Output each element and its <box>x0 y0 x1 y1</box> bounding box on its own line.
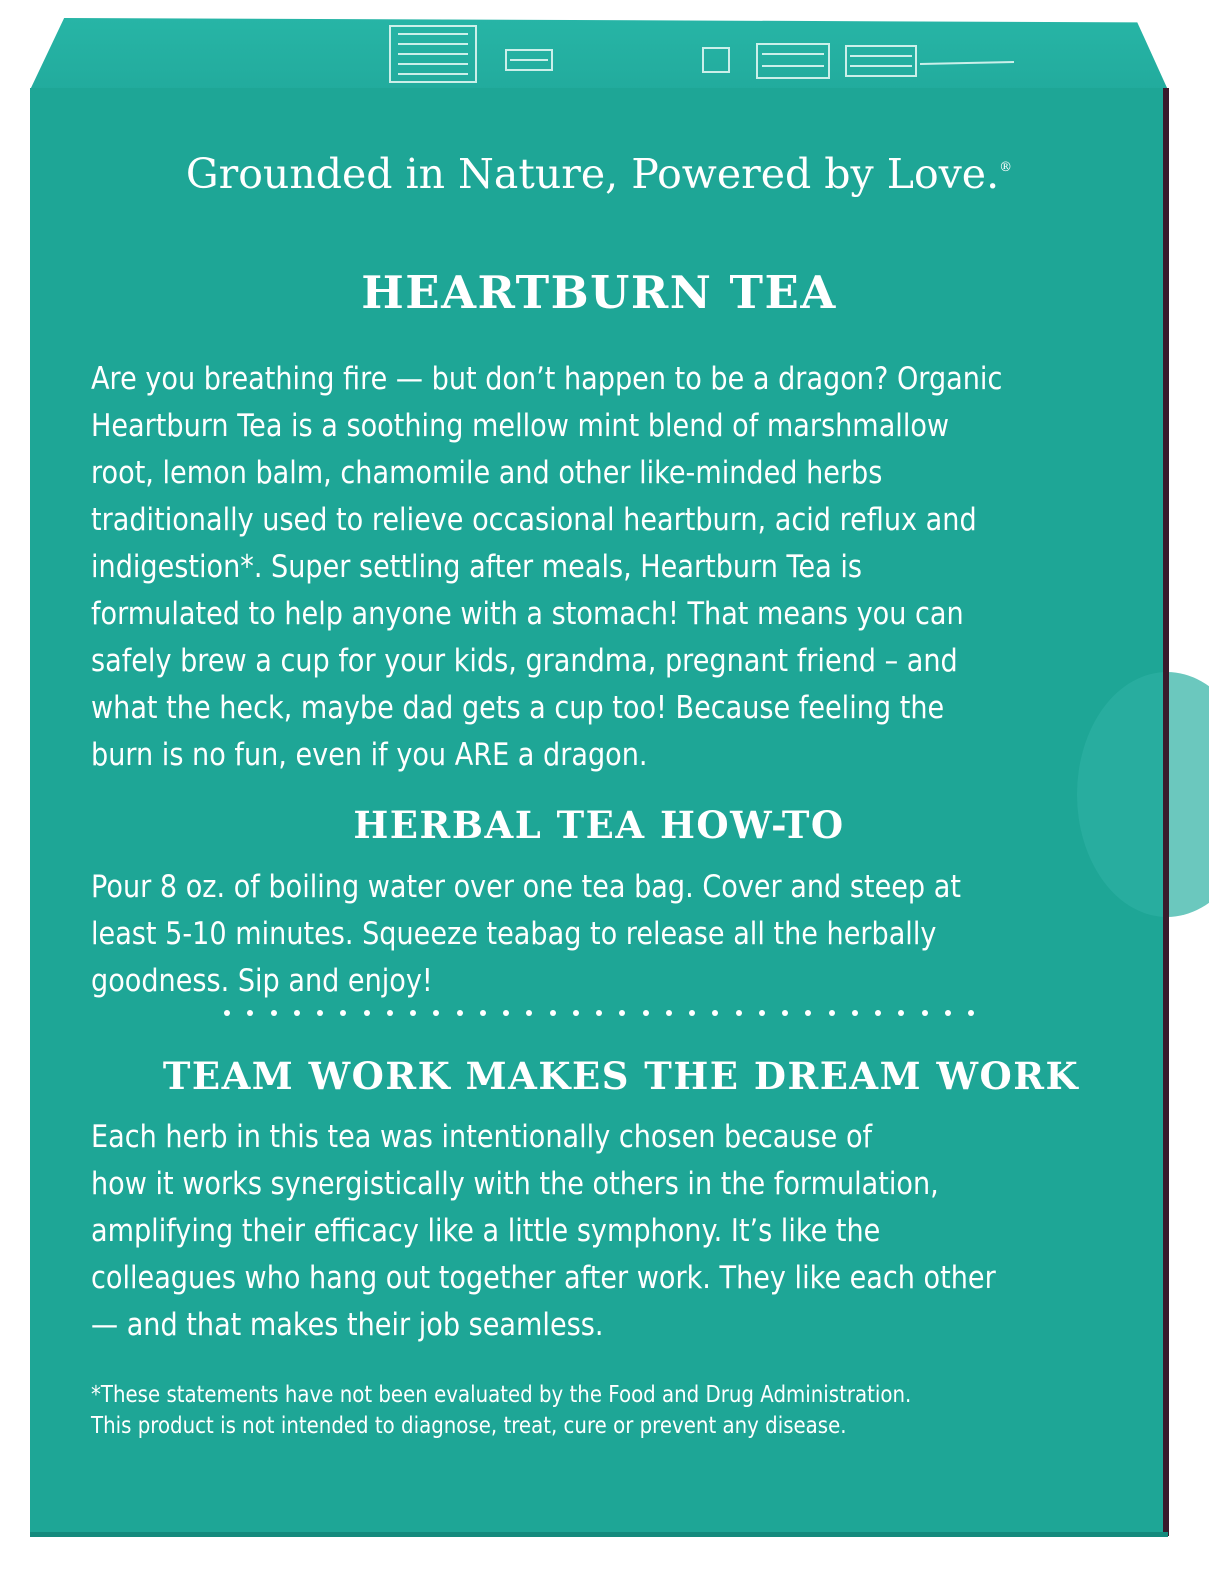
body-line: least 5-10 minutes. Squeeze teabag to release all the herbally <box>91 916 937 952</box>
section-heading-team-work: TEAM WORK MAKES THE DREAM WORK <box>162 1054 1080 1098</box>
section-body-heartburn-tea <box>91 356 1166 779</box>
body-line: Heartburn Tea is a soothing mellow mint blend of marshmallow <box>91 408 950 444</box>
body-line: traditionally used to relieve occasional heartburn, acid reflux and <box>91 502 977 538</box>
body-line: Pour 8 oz. of boiling water over one tea bag. Cover and steep at <box>91 869 961 905</box>
brand-tagline: Grounded in Nature, Powered by Love.® <box>185 150 1013 198</box>
body-line: amplifying their efficacy like a little symphony. It’s like the <box>91 1213 881 1249</box>
disclaimer-line: This product is not intended to diagnose, treat, cure or prevent any disease. <box>91 1413 847 1439</box>
body-line: — and that makes their job seamless. <box>91 1307 604 1343</box>
body-line: safely brew a cup for your kids, grandma, pregnant friend – and <box>91 643 958 679</box>
body-line: formulated to help anyone with a stomach! That means you can <box>91 596 964 632</box>
registered-mark: ® <box>999 160 1013 175</box>
section-body-team-work <box>91 1114 1166 1349</box>
body-line: root, lemon balm, chamomile and other like-minded herbs <box>91 455 883 491</box>
top-flap-print-marks <box>0 24 1209 84</box>
body-line: indigestion*. Super settling after meals, Heartburn Tea is <box>91 549 862 585</box>
dotted-divider <box>224 1010 974 1024</box>
section-body-how-to <box>91 864 1166 1005</box>
body-line: burn is no fun, even if you ARE a dragon. <box>91 737 648 773</box>
box-bottom-edge <box>30 1532 1168 1537</box>
body-line: how it works synergistically with the others in the formulation, <box>91 1166 939 1202</box>
body-line: goodness. Sip and enjoy! <box>91 963 433 999</box>
body-line: Each herb in this tea was intentionally chosen because of <box>91 1119 873 1155</box>
section-heading-how-to: HERBAL TEA HOW-TO <box>353 803 845 847</box>
fda-disclaimer <box>91 1380 911 1442</box>
body-line: colleagues who hang out together after work. They like each other <box>91 1260 996 1296</box>
disclaimer-line: *These statements have not been evaluated by the Food and Drug Administration. <box>91 1382 912 1408</box>
body-line: what the heck, maybe dad gets a cup too! Because feeling the <box>91 690 945 726</box>
section-heading-heartburn-tea: HEARTBURN TEA <box>361 266 837 319</box>
body-line: Are you breathing fire — but don’t happen to be a dragon? Organic <box>91 361 1003 397</box>
